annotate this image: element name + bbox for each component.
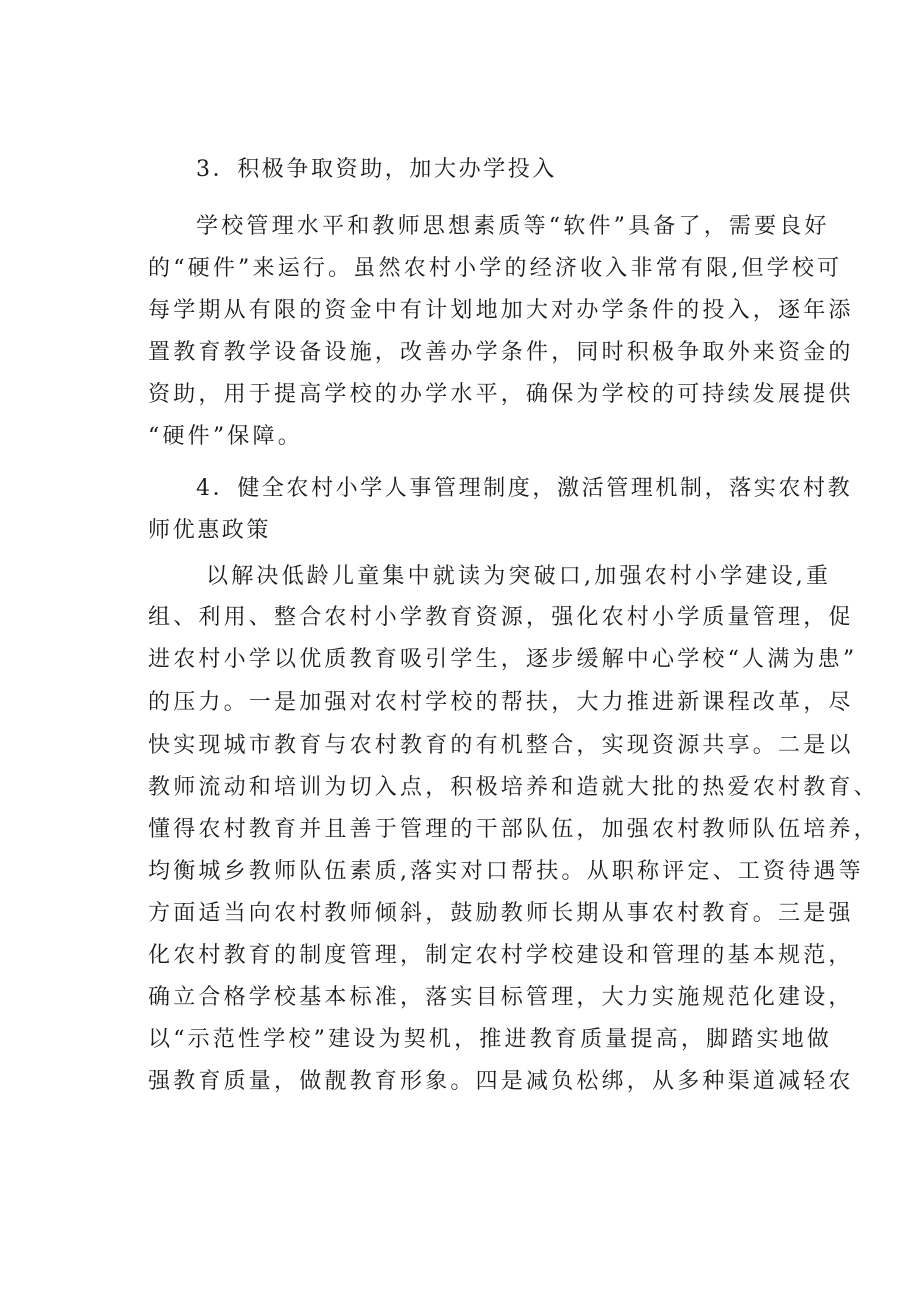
section-4-paragraph-line: 教师流动和培训为切入点，积极培养和造就大批的热爱农村教育、 [148,775,879,800]
section-3-paragraph-line: 资助，用于提高学校的办学水平，确保为学校的可持续发展提供 [148,382,854,407]
section-4-paragraph-line: 以解决低龄儿童集中就读为突破口,加强农村小学建设,重 [206,564,832,589]
section-4-paragraph-line: 均衡城乡教师队伍素质,落实对口帮扶。从职称评定、工资待遇等 [148,859,864,884]
section-4-heading: 师优惠政策 [148,518,272,543]
section-4-paragraph-line: 组、利用、整合农村小学教育资源，强化农村小学质量管理，促 [148,605,854,630]
section-4-paragraph-line: 进农村小学以优质教育吸引学生，逐步缓解中心学校“人满为患” [148,647,858,672]
section-3-paragraph-line: 每学期从有限的资金中有计划地加大对办学条件的投入，逐年添 [148,298,854,323]
section-3-paragraph-line: “硬件”保障。 [148,424,303,449]
section-4-paragraph-line: 强教育质量，做靓教育形象。四是减负松绑，从多种渠道减轻农 [148,1069,854,1094]
section-4-paragraph-line: 快实现城市教育与农村教育的有机整合，实现资源共享。二是以 [148,733,854,758]
section-3-paragraph-line: 置教育教学设备设施，改善办学条件，同时积极争取外来资金的 [148,340,854,365]
section-4-heading: 4．健全农村小学人事管理制度，激活管理机制，落实农村教 [196,476,853,501]
section-4-paragraph-line: 方面适当向农村教师倾斜，鼓励教师长期从事农村教育。三是强 [148,901,854,926]
section-3-heading: 3．积极争取资助，加大办学投入 [196,157,557,182]
section-3-paragraph-line: 学校管理水平和教师思想素质等“软件”具备了，需要良好 [196,214,830,239]
section-4-paragraph-line: 懂得农村教育并且善于管理的干部队伍，加强农村教师队伍培养， [148,817,879,842]
section-4-paragraph-line: 确立合格学校基本标准，落实目标管理，大力实施规范化建设， [148,985,854,1010]
section-4-paragraph-line: 化农村教育的制度管理，制定农村学校建设和管理的基本规范， [148,943,854,968]
section-3-paragraph-line: 的“硬件”来运行。虽然农村小学的经济收入非常有限,但学校可 [148,256,843,281]
section-4-paragraph-line: 以“示范性学校”建设为契机，推进教育质量提高，脚踏实地做 [148,1027,833,1052]
section-4-paragraph-line: 的压力。一是加强对农村学校的帮扶，大力推进新课程改革，尽 [148,690,854,715]
